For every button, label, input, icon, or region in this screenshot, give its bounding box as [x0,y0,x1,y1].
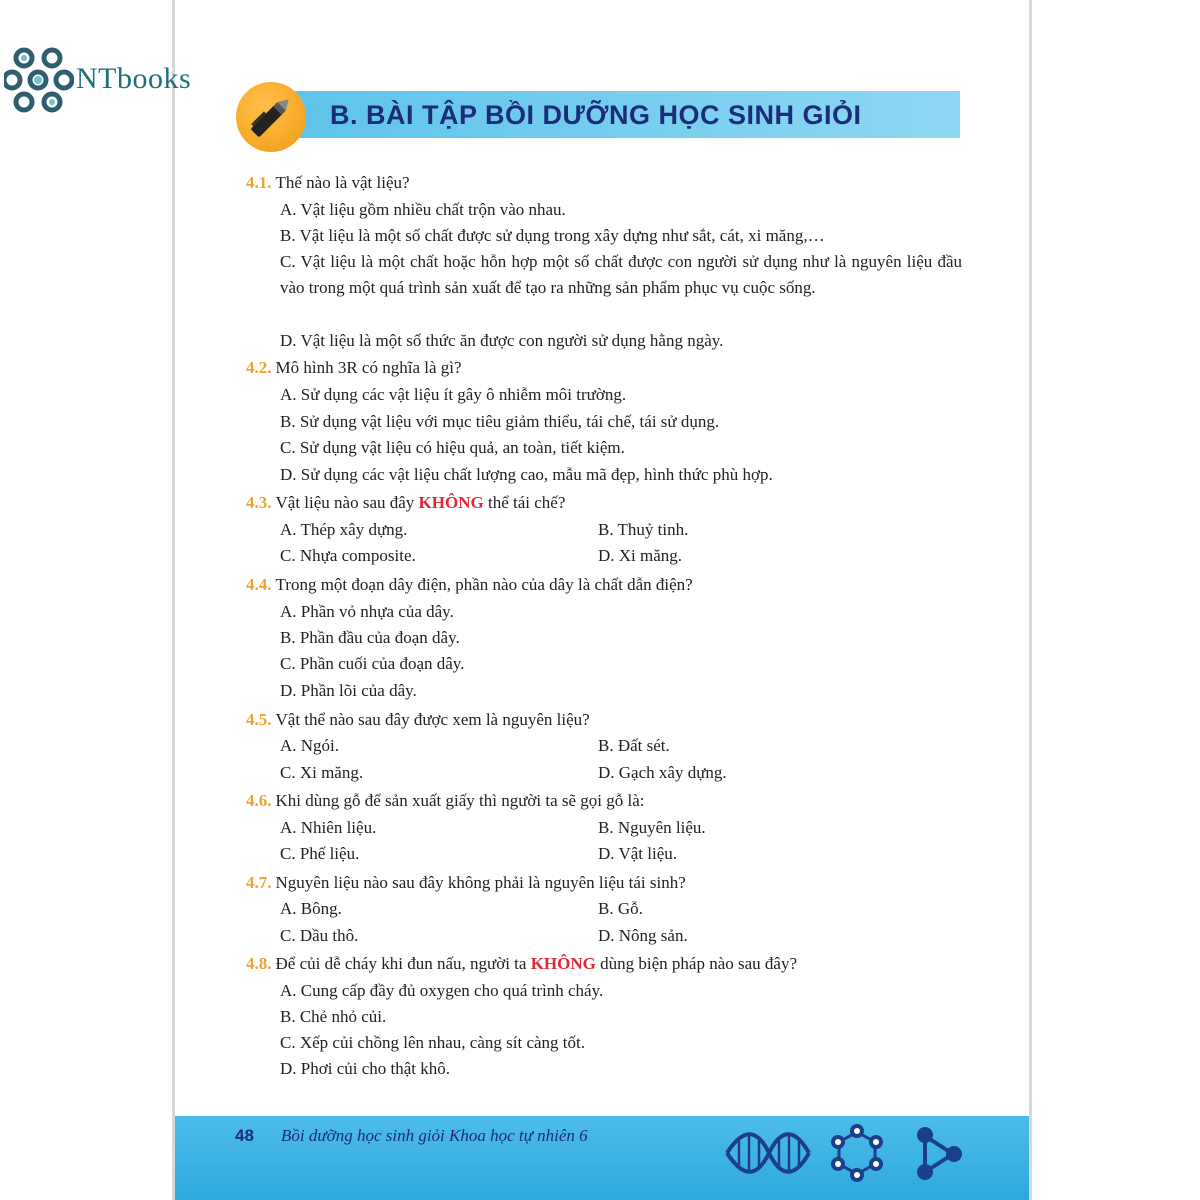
question-number: 4.6. [246,791,272,810]
molecule-ring-icon [827,1122,887,1184]
option-d: D. Vật liệu là một số thức ăn được con người sử dụng hằng ngày. [280,331,724,350]
emphasis-text: KHÔNG [418,493,484,512]
question-text: Để củi dễ cháy khi đun nấu, người ta [275,954,527,973]
question-4-7 [246,873,686,893]
question-text-end: thể tái chế? [487,493,566,512]
option-a: A. Phần vỏ nhựa của dây. [280,602,454,621]
option-b: B. Chẻ nhỏ củi. [280,1007,387,1026]
option-c: C. Xếp củi chồng lên nhau, càng sít càng tốt. [280,1033,585,1052]
question-text-end: dùng biện pháp nào sau đây? [600,954,797,973]
option-a: A. Ngói. [280,736,340,755]
question-4-8 [246,954,797,974]
option-b: B. Phần đầu của đoạn dây. [280,628,460,647]
question-4-2 [246,358,462,378]
question-number: 4.7. [246,873,272,892]
option-d: D. Nông sản. [598,926,688,945]
ntbooks-brand-text: NTbooks [76,62,192,95]
question-4-4 [246,575,693,595]
emphasis-text: KHÔNG [530,954,596,973]
option-a: A. Vật liệu gồm nhiều chất trộn vào nhau. [280,200,566,219]
option-b: B. Vật liệu là một số chất được sử dụng trong xây dựng như sắt, cát, xi măng,… [280,226,825,245]
question-4-5 [246,710,590,730]
question-text: Vật liệu nào sau đây [275,493,415,512]
option-c: C. Phế liệu. [280,844,360,863]
section-title: B. BÀI TẬP BỒI DƯỠNG HỌC SINH GIỎI [330,100,862,130]
question-text: Mô hình 3R có nghĩa là gì? [275,358,462,377]
option-d: D. Vật liệu. [598,844,678,863]
option-b: B. Gỗ. [598,899,643,918]
question-number: 4.2. [246,358,272,377]
option-b: B. Thuỷ tinh. [598,520,689,539]
molecule-triangle-icon [913,1124,965,1182]
page-footer [175,1116,1029,1200]
option-c: C. Dầu thô. [280,926,359,945]
option-c: C. Xi măng. [280,763,364,782]
book-title: Bồi dưỡng học sinh giỏi Khoa học tự nhiên 6 [281,1126,588,1145]
question-text: Vật thể nào sau đây được xem là nguyên liệu? [275,710,590,729]
option-a: A. Bông. [280,899,342,918]
option-b: B. Nguyên liệu. [598,818,706,837]
question-4-3 [246,493,565,513]
question-number: 4.8. [246,954,272,973]
question-number: 4.5. [246,710,272,729]
question-text: Trong một đoạn dây điện, phần nào của dây là chất dẫn điện? [275,575,693,594]
option-d: D. Gạch xây dựng. [598,763,727,782]
option-a: A. Thép xây dựng. [280,520,408,539]
option-d: D. Xi măng. [598,546,683,565]
option-c: C. Vật liệu là một chất hoặc hỗn hợp một số chất được con người sử dụng như là nguyên liệu đầu vào trong một quá trình sản xuất để tạo ra những sản phẩm phục vụ cuộc sống. [280,252,962,297]
option-a: A. Sử dụng các vật liệu ít gây ô nhiễm môi trường. [280,385,627,404]
option-d: D. Phần lõi của dây. [280,681,417,700]
question-text: Thế nào là vật liệu? [275,173,410,192]
question-text: Khi dùng gỗ để sản xuất giấy thì người ta sẽ gọi gỗ là: [275,791,645,810]
option-c: C. Sử dụng vật liệu có hiệu quả, an toàn, tiết kiệm. [280,438,625,457]
option-c: C. Nhựa composite. [280,546,416,565]
dna-icon [723,1122,813,1184]
option-a: A. Nhiên liệu. [280,818,377,837]
question-text: Nguyên liệu nào sau đây không phải là nguyên liệu tái sinh? [275,873,686,892]
option-a: A. Cung cấp đầy đủ oxygen cho quá trình cháy. [280,981,604,1000]
option-b: B. Sử dụng vật liệu với mục tiêu giảm thiểu, tái chế, tái sử dụng. [280,412,720,431]
page-number: 48 [235,1126,254,1145]
option-d: D. Phơi củi cho thật khô. [280,1059,450,1078]
option-b: B. Đất sét. [598,736,670,755]
option-d: D. Sử dụng các vật liệu chất lượng cao, mẫu mã đẹp, hình thức phù hợp. [280,465,773,484]
question-4-6 [246,791,645,811]
question-number: 4.1. [246,173,272,192]
question-number: 4.3. [246,493,272,512]
question-4-1 [246,173,410,193]
question-number: 4.4. [246,575,272,594]
option-c: C. Phần cuối của đoạn dây. [280,654,465,673]
